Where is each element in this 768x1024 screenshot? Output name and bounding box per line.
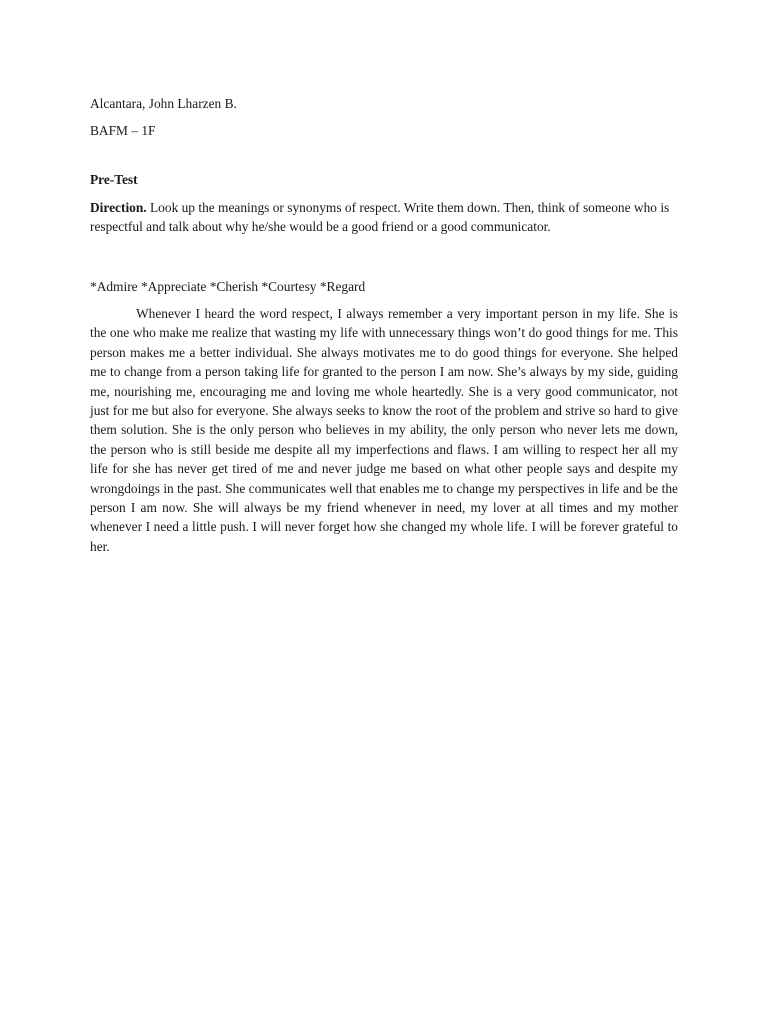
student-name: Alcantara, John Lharzen B. [90,96,237,111]
document-page [90,94,678,570]
direction-paragraph [90,198,678,237]
synonyms-list: *Admire *Appreciate *Cherish *Courtesy *Regard [90,278,366,294]
direction-text: Look up the meanings or synonyms of respect. Write them down. Then, think of someone who is respectful and talk about why he/she would be a good friend or a good communicator. [90,199,670,234]
essay-paragraph: Whenever I heard the word respect, I always remember a very important person in my life. She is the one who make me realize that wasting my life with unnecessary things won’t do good things for me. This person makes me a better individual. She always motivates me to do good things for everyone. She helped me to change from a person taking life for granted to the person I am now. She’s always by my side, guiding me, nourishing me, encouraging me and loving me whole heartedly. She is a very good communicator, not just for me but also for everyone. She always seeks to know the root of the problem and strive so hard to give them solution. She is the only person who believes in my ability, the only person who never lets me down, the person who is still beside me despite all my imperfections and flaws. I am willing to respect her all my life for she has never get tired of me and never judge me based on what other people says and despite my wrongdoings in the past. She communicates well that enables me to change my perspectives in life and be the person I am now. She will always be my friend whenever in need, my lover at all times and my mother whenever I need a little push. I will never forget how she changed my whole life. I will be forever grateful to her. [90,306,678,554]
pretest-heading: Pre-Test [90,172,138,187]
direction-label: Direction. [90,199,147,215]
class-section: BAFM – 1F [90,122,156,138]
